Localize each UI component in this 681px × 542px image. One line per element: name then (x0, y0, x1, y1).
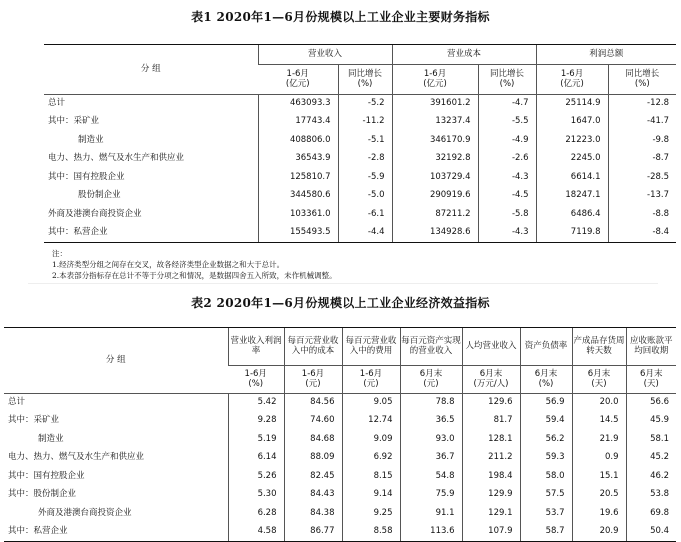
cell-value: 20.9 (572, 523, 626, 542)
cell-value: -4.4 (338, 224, 392, 243)
table-row (4, 431, 676, 450)
sub-header: 6月末 (万元/人) (462, 366, 520, 394)
sub-header: 1-6月 (元) (284, 366, 342, 394)
row-label: 电力、热力、燃气及水生产和供应业 (48, 153, 185, 164)
cell-value: 56.2 (520, 431, 572, 450)
section-divider (28, 283, 658, 284)
cell-value: 5.30 (228, 486, 284, 505)
col-group-header: 利润总额 (536, 45, 676, 65)
row-label: 总计 (8, 397, 26, 408)
cell-value: 14.5 (572, 412, 626, 431)
cell-value: 6.14 (228, 449, 284, 468)
cell-value: -8.8 (608, 206, 676, 225)
cell-value: 36543.9 (258, 150, 338, 169)
sub-header: 同比增长 (%) (608, 65, 676, 95)
row-label: 外商及港澳台商投资企业 (38, 507, 132, 518)
cell-value: -4.3 (478, 224, 536, 243)
cell-value: 18247.1 (536, 187, 608, 206)
cell-value: 13237.4 (392, 113, 478, 132)
note-line: 2.本表部分指标存在总计不等于分项之和情况，是数据四舍五入所致，未作机械调整。 (52, 271, 337, 280)
cell-value: 103361.0 (258, 206, 338, 225)
cell-value: 211.2 (462, 449, 520, 468)
cell-value: 45.9 (626, 412, 676, 431)
cell-value: 5.19 (228, 431, 284, 450)
table-row (44, 113, 676, 132)
cell-value: 20.5 (572, 486, 626, 505)
cell-value: 84.38 (284, 505, 342, 524)
cell-value: -5.2 (338, 95, 392, 114)
cell-value: -5.8 (478, 206, 536, 225)
cell-value: 198.4 (462, 468, 520, 487)
row-label: 制造业 (38, 433, 64, 444)
sub-header: 6月末 (%) (520, 366, 572, 394)
cell-value: -5.1 (338, 132, 392, 151)
cell-value: 15.1 (572, 468, 626, 487)
cell-value: 155493.5 (258, 224, 338, 243)
sub-header: 1-6月 (亿元) (536, 65, 608, 95)
table-row (44, 187, 676, 206)
cell-value: -5.9 (338, 169, 392, 188)
table-row (44, 150, 676, 169)
cell-value: 59.4 (520, 412, 572, 431)
financial-indicators-table (44, 44, 676, 243)
table1-notes (52, 248, 337, 281)
cell-value: -9.8 (608, 132, 676, 151)
sub-header: 同比增长 (%) (478, 65, 536, 95)
row-label: 其中：国有控股企业 (48, 171, 125, 182)
row-label: 其中：股份制企业 (8, 489, 77, 500)
cell-value: 4.58 (228, 523, 284, 542)
note-line: 1.经济类型分组之间存在交叉，故各经济类型企业数据之和大于总计。 (52, 260, 285, 269)
table-row (44, 224, 676, 243)
cell-value: 1647.0 (536, 113, 608, 132)
cell-value: -4.5 (478, 187, 536, 206)
cell-value: 86.77 (284, 523, 342, 542)
cell-value: 20.0 (572, 394, 626, 413)
cell-value: 36.5 (400, 412, 462, 431)
cell-value: -28.5 (608, 169, 676, 188)
table-row (4, 412, 676, 431)
cell-value: 82.45 (284, 468, 342, 487)
cell-value: 12.74 (342, 412, 400, 431)
cell-value: 58.0 (520, 468, 572, 487)
row-label: 其中：私营企业 (44, 224, 258, 243)
cell-value: 57.5 (520, 486, 572, 505)
group-header: 分 组 (44, 45, 258, 95)
cell-value: -4.3 (478, 169, 536, 188)
cell-value: 346170.9 (392, 132, 478, 151)
cell-value: -41.7 (608, 113, 676, 132)
table-row (4, 468, 676, 487)
table1-title: 表1 2020年1—6月份规模以上工业企业主要财务指标 (191, 10, 490, 24)
table2-title: 表2 2020年1—6月份规模以上工业企业经济效益指标 (191, 296, 490, 310)
cell-value: 8.15 (342, 468, 400, 487)
sub-header: 1-6月 (元) (342, 366, 400, 394)
cell-value: -5.0 (338, 187, 392, 206)
col-group-header: 营业收入 (258, 45, 392, 65)
col-header: 资产负债率 (520, 328, 572, 366)
cell-value: 88.09 (284, 449, 342, 468)
cell-value: -5.5 (478, 113, 536, 132)
cell-value: 9.05 (342, 394, 400, 413)
cell-value: 75.9 (400, 486, 462, 505)
cell-value: 21.9 (572, 431, 626, 450)
table-row (4, 449, 676, 468)
note-line: 注： (52, 249, 67, 258)
cell-value: 46.2 (626, 468, 676, 487)
cell-value: 103729.4 (392, 169, 478, 188)
cell-value: 129.6 (462, 394, 520, 413)
table-row (4, 486, 676, 505)
cell-value: 290919.6 (392, 187, 478, 206)
cell-value: -2.8 (338, 150, 392, 169)
cell-value: 6.28 (228, 505, 284, 524)
cell-value: 7119.8 (536, 224, 608, 243)
cell-value: 56.6 (626, 394, 676, 413)
col-header: 应收账款平均回收期 (626, 328, 676, 366)
cell-value: 344580.6 (258, 187, 338, 206)
col-group-header: 营业成本 (392, 45, 536, 65)
cell-value: 2245.0 (536, 150, 608, 169)
cell-value: 9.25 (342, 505, 400, 524)
cell-value: 8.58 (342, 523, 400, 542)
cell-value: 5.42 (228, 394, 284, 413)
cell-value: 45.2 (626, 449, 676, 468)
cell-value: -2.6 (478, 150, 536, 169)
cell-value: 134928.6 (392, 224, 478, 243)
cell-value: 74.60 (284, 412, 342, 431)
col-header: 产成品存货周转天数 (572, 328, 626, 366)
cell-value: 53.8 (626, 486, 676, 505)
cell-value: 129.1 (462, 505, 520, 524)
cell-value: 107.9 (462, 523, 520, 542)
cell-value: 0.9 (572, 449, 626, 468)
cell-value: 6486.4 (536, 206, 608, 225)
group-header: 分 组 (4, 328, 228, 394)
cell-value: -11.2 (338, 113, 392, 132)
row-label: 其中：国有控股企业 (8, 470, 85, 481)
cell-value: 32192.8 (392, 150, 478, 169)
cell-value: -4.9 (478, 132, 536, 151)
cell-value: 36.7 (400, 449, 462, 468)
table-row (44, 132, 676, 151)
row-label: 其中：采矿业 (48, 116, 100, 127)
row-label: 电力、热力、燃气及水生产和供应业 (8, 452, 145, 463)
cell-value: 19.6 (572, 505, 626, 524)
cell-value: 58.7 (520, 523, 572, 542)
cell-value: 84.43 (284, 486, 342, 505)
row-label: 制造业 (78, 134, 104, 145)
cell-value: 58.1 (626, 431, 676, 450)
cell-value: 59.3 (520, 449, 572, 468)
sub-header: 6月末 (天) (626, 366, 676, 394)
cell-value: 9.14 (342, 486, 400, 505)
col-header: 营业收入利润率 (228, 328, 284, 366)
cell-value: 50.4 (626, 523, 676, 542)
sub-header: 6月末 (天) (572, 366, 626, 394)
cell-value: -13.7 (608, 187, 676, 206)
row-label: 股份制企业 (78, 190, 121, 201)
cell-value: -4.7 (478, 95, 536, 114)
cell-value: 69.8 (626, 505, 676, 524)
cell-value: 56.9 (520, 394, 572, 413)
cell-value: 6614.1 (536, 169, 608, 188)
cell-value: 84.68 (284, 431, 342, 450)
cell-value: 6.92 (342, 449, 400, 468)
cell-value: 21223.0 (536, 132, 608, 151)
cell-value: 129.9 (462, 486, 520, 505)
cell-value: 463093.3 (258, 95, 338, 114)
cell-value: 81.7 (462, 412, 520, 431)
sub-header: 1-6月 (亿元) (392, 65, 478, 95)
cell-value: 9.28 (228, 412, 284, 431)
cell-value: -8.7 (608, 150, 676, 169)
row-label: 其中：采矿业 (8, 415, 60, 426)
cell-value: 91.1 (400, 505, 462, 524)
sub-header: 6月末 (元) (400, 366, 462, 394)
cell-value: 54.8 (400, 468, 462, 487)
cell-value: 78.8 (400, 394, 462, 413)
cell-value: 9.09 (342, 431, 400, 450)
row-label: 外商及港澳台商投资企业 (48, 208, 142, 219)
cell-value: 93.0 (400, 431, 462, 450)
table-row (4, 394, 676, 413)
cell-value: 87211.2 (392, 206, 478, 225)
row-label: 其中：私营企业 (4, 523, 228, 542)
sub-header: 1-6月 (亿元) (258, 65, 338, 95)
table-row (44, 95, 676, 114)
col-header: 每百元营业收入中的费用 (342, 328, 400, 366)
cell-value: 408806.0 (258, 132, 338, 151)
table-row (44, 169, 676, 188)
cell-value: 84.56 (284, 394, 342, 413)
col-header: 每百元资产实现的营业收入 (400, 328, 462, 366)
cell-value: 391601.2 (392, 95, 478, 114)
cell-value: 125810.7 (258, 169, 338, 188)
cell-value: 17743.4 (258, 113, 338, 132)
col-header: 每百元营业收入中的成本 (284, 328, 342, 366)
cell-value: 5.26 (228, 468, 284, 487)
cell-value: -6.1 (338, 206, 392, 225)
col-header: 人均营业收入 (462, 328, 520, 366)
table-row (4, 505, 676, 524)
sub-header: 1-6月 (%) (228, 366, 284, 394)
table-row (44, 206, 676, 225)
row-label: 总计 (48, 98, 66, 109)
cell-value: -8.4 (608, 224, 676, 243)
efficiency-indicators-table (4, 327, 676, 542)
cell-value: 53.7 (520, 505, 572, 524)
cell-value: 113.6 (400, 523, 462, 542)
cell-value: 128.1 (462, 431, 520, 450)
cell-value: 25114.9 (536, 95, 608, 114)
sub-header: 同比增长 (%) (338, 65, 392, 95)
table-row (4, 523, 676, 542)
cell-value: -12.8 (608, 95, 676, 114)
